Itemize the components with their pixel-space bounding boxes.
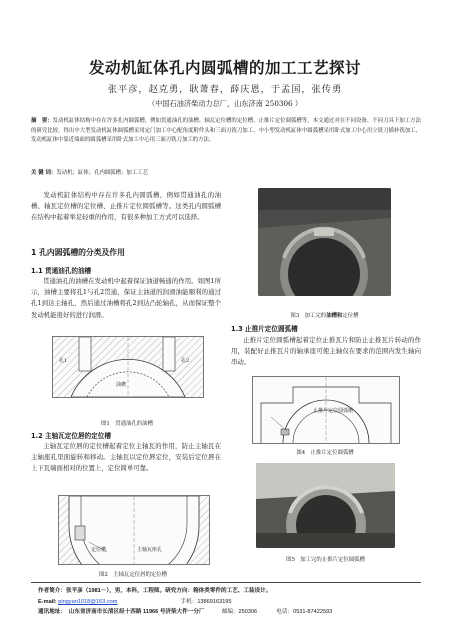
figure-5-caption: 图5 加工完的止推片定位圆弧槽 <box>286 557 365 563</box>
figure-2-caption: 图2 主轴瓦定位唇的定位槽 <box>98 572 168 578</box>
intro-paragraph: 发动机缸体结构中存在许多孔内圆弧槽，例如贯通油孔的油槽、轴瓦定位槽的定位槽、止推片定位圆弧槽等。这类孔内圆弧槽在结构中起着举足轻重的作用，有很多种加工方式可以选择。 <box>31 191 221 222</box>
section-1-heading: 1 孔内圆弧槽的分类及作用 <box>31 248 125 257</box>
fig1-hole1-label: 孔1 <box>59 358 68 364</box>
footer-divider <box>31 582 421 583</box>
figure-3-photo <box>258 188 391 296</box>
abstract <box>31 117 421 146</box>
section-1-2-text: 主轴瓦定位唇的定位槽起着定位主轴瓦的作用，防止主轴瓦在主轴座孔里面旋转和移动。主轴瓦以定位唇定位，安装后定位唇在上下瓦端面相对的位置上，定位简单可靠。 <box>31 442 221 473</box>
paper-title: 发动机缸体孔内圆弧槽的加工工艺探讨 <box>88 58 361 77</box>
figure-1-drawing <box>52 336 204 398</box>
figure-1-caption: 图1 贯通油孔的油槽 <box>101 421 153 427</box>
email-link[interactable]: pingyan1018@163.com <box>58 599 118 605</box>
figure-5-photo <box>256 463 395 548</box>
section-1-3-heading: 1.3 止推片定位圆弧槽 <box>231 325 298 333</box>
authors: 张平彦，赵克勇，耿萧春，薛庆恩，于孟国，张传勇 <box>107 84 343 95</box>
figure-4-drawing <box>252 376 400 444</box>
section-1-3-text: 止推片定位圆弧槽起着定位止推瓦片和防止止推瓦片转动的作用，装配好止推瓦片的轴承座可使主轴仅在要求的范围内发生轴向串动。 <box>231 336 421 367</box>
address-line: 通讯地址： 山东省济南市长清区经十西路 11966 号济柴大件一分厂 邮编：250306 电话：0531-87422593 <box>38 609 333 615</box>
fig4-thrust-label: 止推片定位圆弧槽 <box>313 408 354 414</box>
figure-2-drawing <box>58 495 210 565</box>
section-1-2-heading: 1.2 主轴瓦定位唇的定位槽 <box>31 432 111 440</box>
figure-4-caption: 图4 止推片定位圆弧槽 <box>296 450 354 456</box>
abstract-text: 发动机缸体结构中存在许多孔内圆弧槽，例如贯通油孔的油槽、轴瓦定位槽的定位槽、止推片定位圆弧槽等。本文通过对在不同设备、不同刀具下加工方法的研究比较，得出中大型发动机缸体圆弧槽采用定门加工中心配角度附件头和三面刃铣刀加工、中小型发动机缸体中圆弧槽采用卧式加工中心用立铣刀插补铣加工、发动机缸体中靠近端面的圆弧槽采用卧式加工中心用三面刃铣刀加工的方法。 <box>31 118 421 144</box>
fig2-bearing-label: 主轴瓦座孔 <box>137 547 163 553</box>
keywords <box>31 168 421 176</box>
fig1-groove-label: 油槽 <box>116 382 127 388</box>
affiliation: （中国石油济柴动力总厂，山东济南 250306 ） <box>147 99 303 108</box>
section-1-1-text: 贯通油孔的油槽在发动机中起着保证油道畅通的作用。如图1所示，油槽主要将孔1与孔2贯通，保证主油道的润滑油能顺利的通过孔1到达主轴孔，然后通过油槽将孔2到达凸轮轴孔，从而保证整个发动机能很好的进行润滑。 <box>31 277 221 319</box>
keywords-label: 关 键 词： <box>31 170 57 176</box>
keywords-text: 发动机；缸体；孔内圆弧槽；加工工艺 <box>56 170 148 176</box>
abstract-label: 摘 要： <box>31 118 53 124</box>
fig1-hole2-label: 孔2 <box>181 358 190 364</box>
author-bio: 作者简介：张平彦（1981－），男，本科，工程师。研究方向：箱体类零件的工艺、工装设计。 <box>38 588 272 594</box>
section-1-1-heading: 1.1 贯通油孔的油槽 <box>31 267 92 275</box>
fig2-slot-label: 定位槽 <box>91 547 107 553</box>
contact-line: E-mail: pingyan1018@163.com 手机：13869163195 <box>38 599 232 605</box>
figure-3-caption: 图3 加工完的油槽和定位槽 <box>290 313 359 319</box>
